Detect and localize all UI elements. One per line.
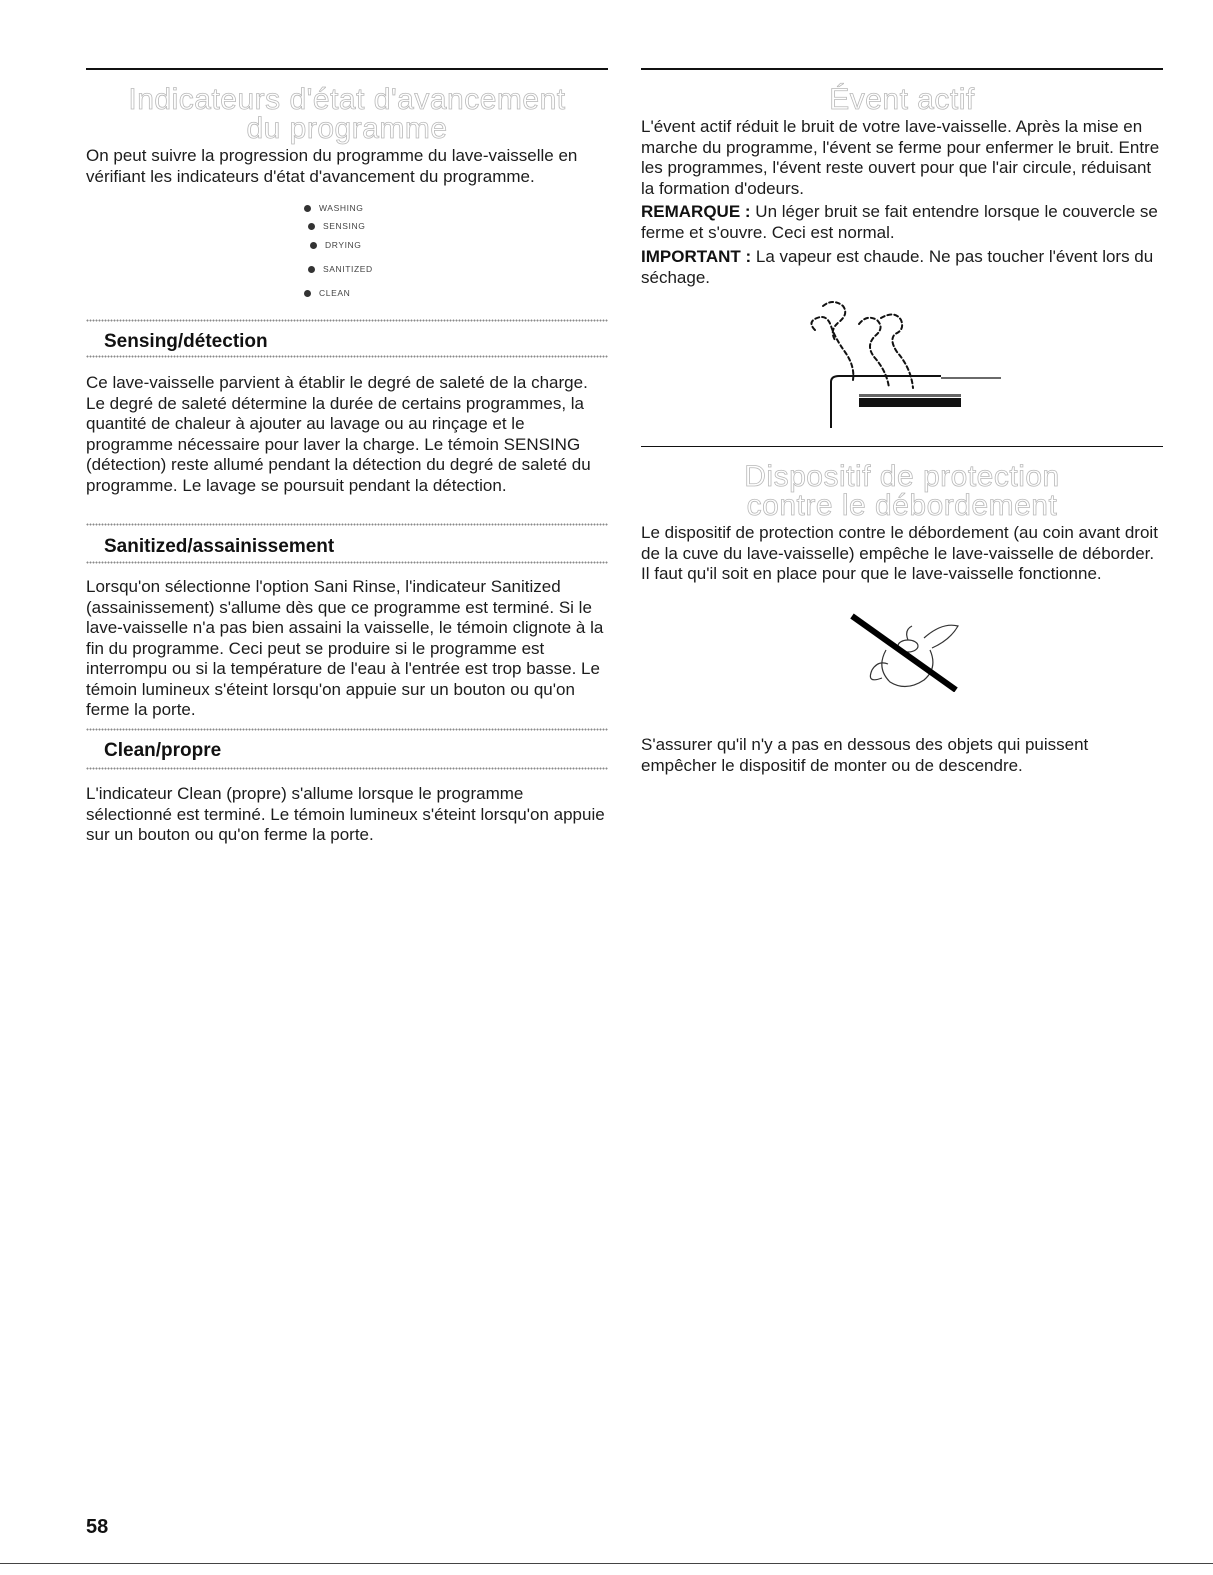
cycle-status-title-line1: Indicateurs d'état d'avancement [128, 83, 566, 116]
bottom-rule [0, 1563, 1213, 1564]
clean-heading: Clean/propre [104, 740, 222, 761]
float-icon [870, 625, 958, 686]
vent-important: IMPORTANT : La vapeur est chaude. Ne pas toucher l'évent lors du séchage. [641, 247, 1154, 287]
sanitized-text: Lorsqu'on sélectionne l'option Sani Rinse, l'indicateur Sanitized (assainissement) s'allume dès que ce programme est terminé. Si le lave-vaisselle n'a pas bien assaini la vaisselle, le témoin clignote à la fin du programme. Ceci peut se produire si le programme est interrompu ou si la température de l'eau à l'entrée est trop basse. Le témoin lumineux s'éteint lorsqu'on appuie sur un bouton ou qu'on ferme la porte. [86, 577, 604, 719]
section-divider [86, 767, 608, 770]
section-divider [86, 728, 608, 731]
overflow-note: S'assurer qu'il n'y a pas en dessous des objets qui puissent empêcher le dispositif de monter ou de descendre. [641, 735, 1089, 775]
overflow-title-line1: Dispositif de protection [744, 460, 1060, 493]
indicator-light-icon [308, 223, 315, 230]
indicator-sensing: SENSING [308, 221, 365, 231]
overflow-title-line2: contre le débordement [746, 489, 1058, 522]
cycle-status-title-line2: du programme [246, 112, 448, 145]
top-rule [641, 68, 1163, 70]
vent-slot-icon [859, 398, 961, 407]
overflow-protector-illustration [846, 612, 966, 692]
remark-label: REMARQUE : [641, 202, 751, 221]
section-rule [641, 446, 1163, 447]
indicator-light-icon [304, 205, 311, 212]
top-rule [86, 68, 608, 70]
indicator-sanitized: SANITIZED [308, 264, 373, 274]
vent-title: Évent actif [829, 83, 975, 116]
indicator-clean: CLEAN [304, 288, 350, 298]
sanitized-heading: Sanitized/assainissement [104, 536, 335, 557]
page-number: 58 [86, 1516, 109, 1538]
sensing-heading: Sensing/détection [104, 331, 268, 352]
steam-vent-illustration [801, 296, 1011, 431]
important-label: IMPORTANT : [641, 247, 752, 266]
cycle-status-intro: On peut suivre la progression du programme du lave-vaisselle en vérifiant les indicateurs d'état d'avancement du programme. [86, 146, 578, 186]
indicator-light-icon [304, 290, 311, 297]
indicator-light-icon [308, 266, 315, 273]
sensing-text: Ce lave-vaisselle parvient à établir le degré de saleté de la charge. Le degré de saleté détermine la durée de certains programmes, la quantité de chaleur à ajouter au lavage ou au rinçage et le programme nécessaire pour laver la charge. Le témoin SENSING (détection) reste allumé pendant la détection du degré de saleté du programme. Le lavage se poursuit pendant la détection. [86, 373, 591, 495]
vent-remark: REMARQUE : Un léger bruit se fait entendre lorsque le couvercle se ferme et s'ouvre. Ceci est normal. [641, 202, 1158, 242]
section-divider [86, 319, 608, 322]
vent-text: L'évent actif réduit le bruit de votre lave-vaisselle. Après la mise en marche du programme, l'évent se ferme pour enfermer le bruit. Entre les programmes, l'évent reste ouvert pour que l'air circule, réduisant la formation d'odeurs. [641, 117, 1160, 198]
clean-text: L'indicateur Clean (propre) s'allume lorsque le programme sélectionné est terminé. Le témoin lumineux s'éteint lorsqu'on appuie sur un bouton ou qu'on ferme la porte. [86, 784, 605, 844]
indicator-light-icon [310, 242, 317, 249]
indicator-drying: DRYING [310, 240, 362, 250]
indicator-washing: WASHING [304, 203, 364, 213]
section-divider [86, 523, 608, 526]
overflow-text: Le dispositif de protection contre le débordement (au coin avant droit de la cuve du lave-vaisselle) empêche le lave-vaisselle de déborder. Il faut qu'il soit en place pour que le lave-vaisselle fonctionne. [641, 523, 1158, 583]
section-divider [86, 561, 608, 564]
section-divider [86, 355, 608, 358]
